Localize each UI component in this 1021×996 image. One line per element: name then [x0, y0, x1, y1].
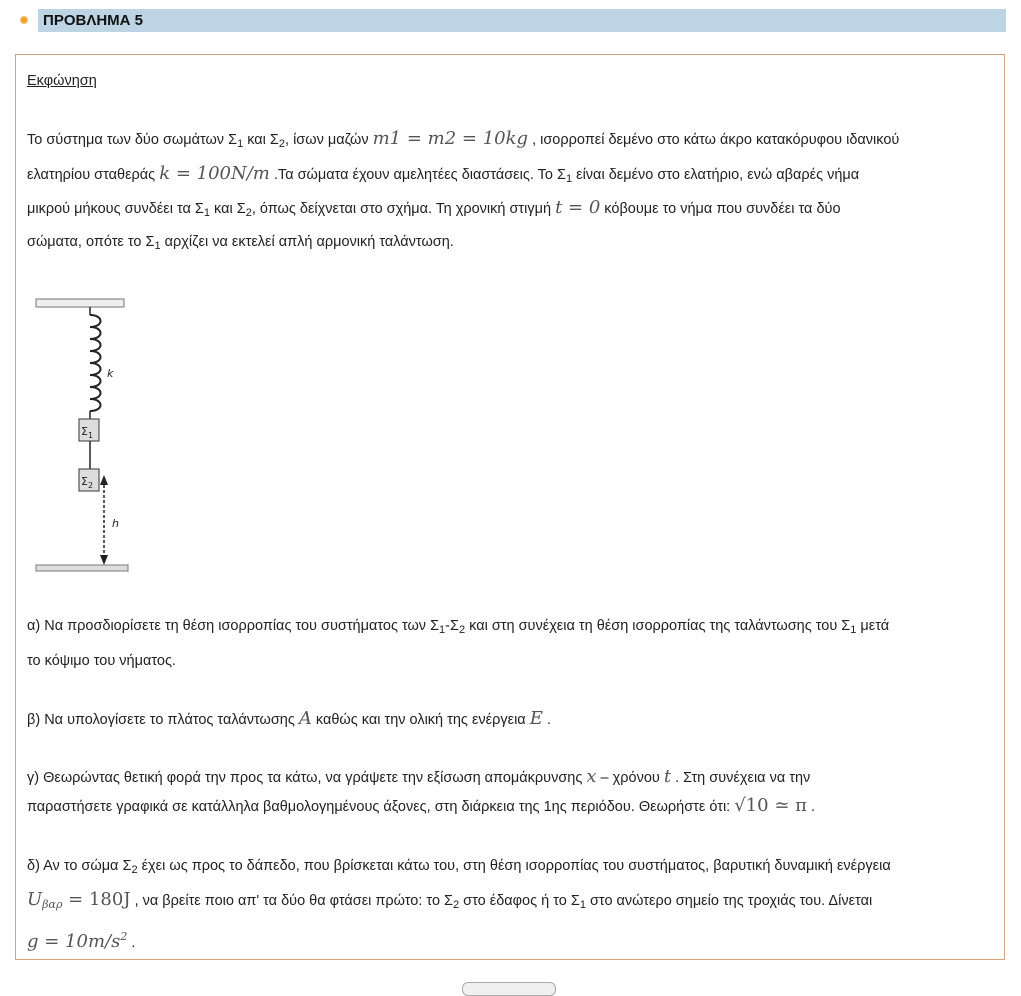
section-heading: Εκφώνηση [27, 73, 97, 89]
intro-line-4: σώματα, οπότε το $\Sigma_1$ αρχίζει να εκτελεί απλή αρμονική ταλάντωση. [27, 234, 454, 252]
height-h-label: h [112, 517, 119, 530]
question-b: β) Να υπολογίσετε το πλάτος ταλάντωσης A καθώς και την ολική της ενέργεια E . [27, 708, 551, 729]
mass-s2-label: $\Sigma_2$ [81, 475, 94, 490]
question-c-line-2: παραστήσετε γραφικά σε κατάλληλα βαθμολογημένους άξονες, στη διάρκεια της 1ης περιόδου. Θεωρήστε ότι: √10 ≃ π . [27, 795, 816, 816]
question-d-line-2: $U_{\beta\alpha\rho} = 180J$ , να βρείτε ποιο απ' τα δύο θα φτάσει πρώτο: το $\Sigma_2$ στο έδαφος ή το $\Sigma_1$ στο ανώτερο σημείο της τροχιάς του. Δίνεται [27, 889, 873, 911]
bullet-icon [20, 16, 28, 24]
question-d-line-3: $g = 10m/s^2$ . [27, 930, 136, 952]
problem-box [15, 54, 1005, 960]
question-c-line-1: γ) Θεωρώντας θετική φορά την προς τα κάτω, να γράψετε την εξίσωση απομάκρυνσης x – χρόνου t . Στη συνέχεια να την [27, 766, 811, 787]
navigation-button[interactable] [462, 982, 556, 996]
spring-coil [90, 315, 101, 411]
spring-mass-figure [34, 295, 154, 575]
spring-k-label: k [107, 367, 114, 380]
intro-line-1: Το σύστημα των δύο σωμάτων $\Sigma_1$ και $\Sigma_2$, ίσων μαζών m1 = m2 = 10kg , ισορροπεί δεμένο στο κάτω άκρο κατακόρυφου ιδανικού [27, 128, 900, 150]
question-a-line-2: το κόψιμο του νήματος. [27, 653, 176, 669]
title-bar [38, 9, 1006, 32]
question-d-line-1: δ) Αν το σώμα $\Sigma_2$ έχει ως προς το δάπεδο, που βρίσκεται κάτω του, στη θέση ισορροπίας του συστήματος, βαρυτική δυναμική ενέργεια [27, 858, 891, 876]
problem-title: ΠΡΟΒΛΗΜΑ 5 [43, 12, 144, 29]
problem-header [14, 8, 1006, 32]
mass-s1-label: $\Sigma_1$ [81, 425, 94, 440]
intro-line-3: μικρού μήκους συνδέει τα $\Sigma_1$ και $\Sigma_2$, όπως δείχνεται στο σχήμα. Τη χρονική στιγμή t = 0 κόβουμε το νήμα που συνδέει τα δύο [27, 197, 841, 219]
floor-bar [36, 565, 128, 571]
ceiling-bar [36, 299, 124, 307]
intro-line-2: ελατηρίου σταθεράς k = 100N/m .Τα σώματα έχουν αμελητέες διαστάσεις. Το $\Sigma_1$ είναι δεμένο στο ελατήριο, ενώ αβαρές νήμα [27, 163, 860, 185]
question-a-line-1: α) Να προσδιορίσετε τη θέση ισορροπίας του συστήματος των $\Sigma_1-\Sigma_2$ και στη συνέχεια τη θέση ισορροπίας της ταλάντωσης του $\Sigma_1$ μετά [27, 618, 890, 636]
